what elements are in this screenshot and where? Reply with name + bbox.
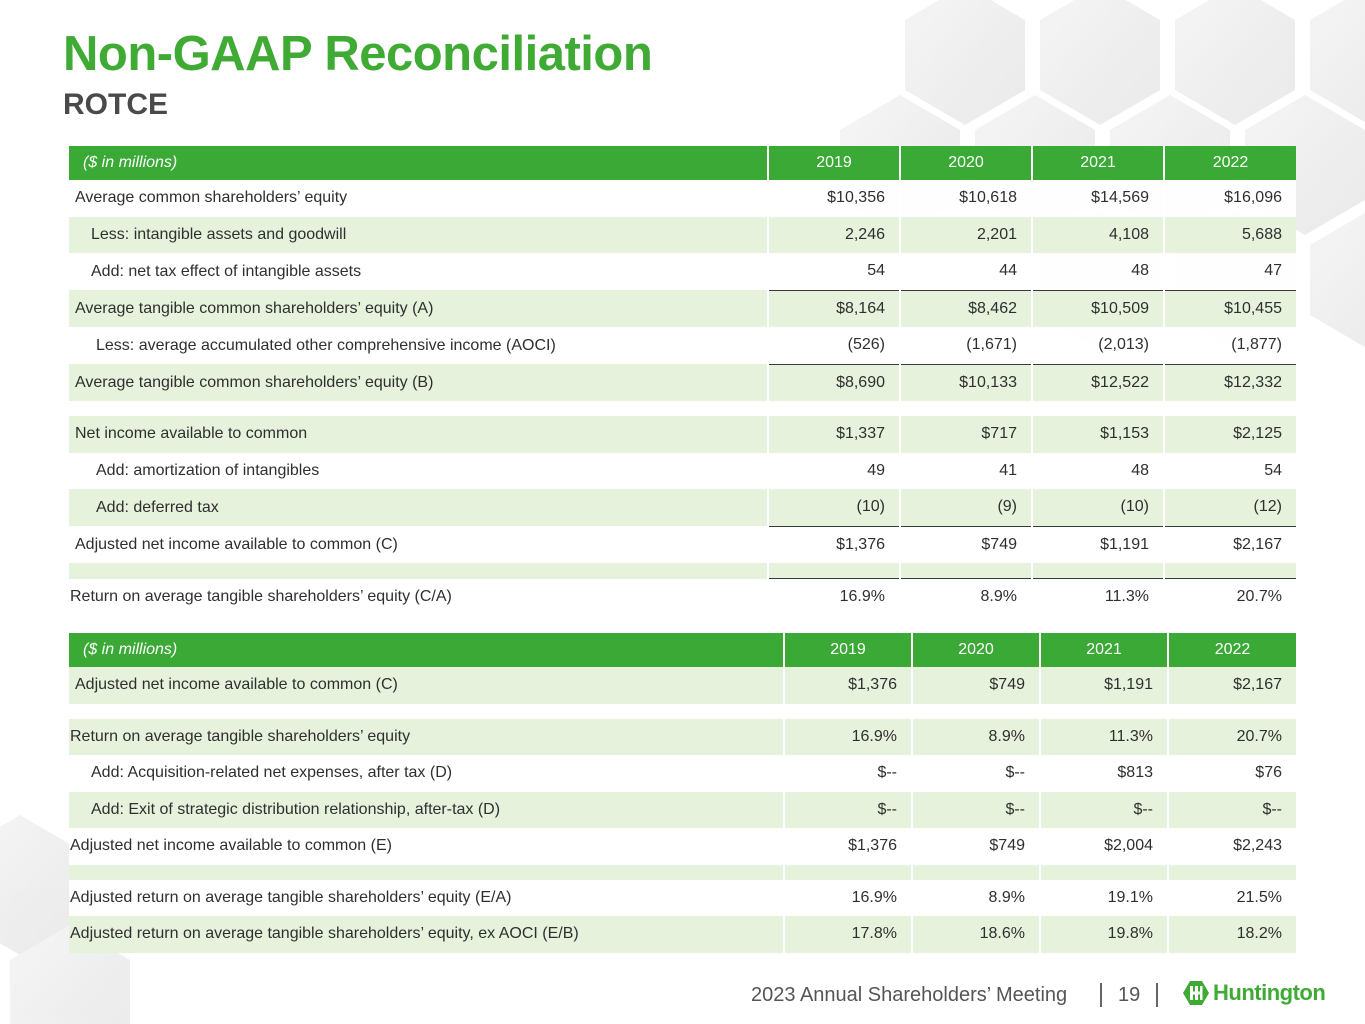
cell-value: $10,133	[900, 364, 1032, 401]
row-label: Return on average tangible shareholders’ equity	[69, 719, 784, 756]
cell-value: 47	[1164, 253, 1296, 290]
year-header: 2021	[1032, 146, 1164, 180]
cell-value: (1,671)	[900, 327, 1032, 364]
cell-value: 8.9%	[912, 880, 1040, 917]
table-row	[69, 290, 1296, 327]
table-row	[69, 792, 1296, 829]
cell-value: (9)	[900, 489, 1032, 526]
table-row	[69, 453, 1296, 490]
cell-value: $2,125	[1164, 416, 1296, 453]
row-label: Add: Exit of strategic distribution relationship, after-tax (D)	[69, 792, 784, 829]
cell-value: $1,337	[768, 416, 900, 453]
cell-value: 8.9%	[912, 719, 1040, 756]
cell-value: $8,462	[900, 290, 1032, 327]
cell-value: $--	[784, 755, 912, 792]
year-header: 2020	[912, 633, 1040, 667]
table-row	[69, 327, 1296, 364]
cell-value: 2,201	[900, 217, 1032, 254]
cell-value: 48	[1032, 253, 1164, 290]
cell-value: $1,153	[1032, 416, 1164, 453]
cell-value: 19.8%	[1040, 916, 1168, 953]
cell-value: $8,690	[768, 364, 900, 401]
row-label: Adjusted net income available to common (E)	[69, 828, 784, 865]
spacer-row	[69, 865, 1296, 880]
table-row	[69, 526, 1296, 563]
cell-value: $1,376	[768, 526, 900, 563]
cell-value: $749	[900, 526, 1032, 563]
row-label: Adjusted return on average tangible shareholders’ equity (E/A)	[69, 880, 784, 917]
cell-value: $--	[912, 792, 1040, 829]
cell-value: 21.5%	[1168, 880, 1296, 917]
spacer-row	[69, 704, 1296, 719]
footer-divider	[1156, 983, 1158, 1007]
table-row	[69, 579, 1296, 616]
cell-value: (10)	[1032, 489, 1164, 526]
spacer-row	[69, 401, 1296, 416]
table-header-row	[69, 146, 1296, 180]
cell-value: 11.3%	[1032, 579, 1164, 616]
cell-value: 54	[1164, 453, 1296, 490]
cell-value: (526)	[768, 327, 900, 364]
year-header: 2020	[900, 146, 1032, 180]
table-row	[69, 880, 1296, 917]
table-row	[69, 755, 1296, 792]
row-label: Add: amortization of intangibles	[69, 453, 768, 490]
row-label: Average common shareholders’ equity	[69, 180, 768, 217]
cell-value: 48	[1032, 453, 1164, 490]
huntington-logo	[1183, 980, 1325, 1006]
table-row	[69, 828, 1296, 865]
cell-value: $1,191	[1040, 667, 1168, 704]
cell-value: 8.9%	[900, 579, 1032, 616]
logo-wordmark: Huntington	[1213, 980, 1326, 1005]
cell-value: $--	[1168, 792, 1296, 829]
cell-value: 44	[900, 253, 1032, 290]
cell-value: $749	[912, 667, 1040, 704]
table-row	[69, 489, 1296, 526]
cell-value: $--	[784, 792, 912, 829]
cell-value: $813	[1040, 755, 1168, 792]
table-header-row	[69, 633, 1296, 667]
year-header: 2021	[1040, 633, 1168, 667]
units-label: ($ in millions)	[69, 146, 768, 180]
cell-value: 16.9%	[784, 719, 912, 756]
cell-value: 19.1%	[1040, 880, 1168, 917]
table-row	[69, 916, 1296, 953]
cell-value: 20.7%	[1168, 719, 1296, 756]
huntington-logo-icon	[1183, 981, 1209, 1005]
cell-value: 2,246	[768, 217, 900, 254]
cell-value: $10,455	[1164, 290, 1296, 327]
rotce-reconciliation-table	[69, 146, 1296, 616]
year-header: 2022	[1168, 633, 1296, 667]
cell-value: $2,167	[1168, 667, 1296, 704]
page-title: Non-GAAP Reconciliation	[63, 27, 653, 81]
row-label: Add: Acquisition-related net expenses, after tax (D)	[69, 755, 784, 792]
row-label: Adjusted net income available to common (C)	[69, 526, 768, 563]
cell-value: (1,877)	[1164, 327, 1296, 364]
units-label: ($ in millions)	[69, 633, 784, 667]
footer-meeting-title: 2023 Annual Shareholders’ Meeting	[751, 984, 1068, 1006]
cell-value: (12)	[1164, 489, 1296, 526]
cell-value: (2,013)	[1032, 327, 1164, 364]
year-header: 2022	[1164, 146, 1296, 180]
row-label: Add: deferred tax	[69, 489, 768, 526]
cell-value: 41	[900, 453, 1032, 490]
year-header: 2019	[768, 146, 900, 180]
cell-value: $749	[912, 828, 1040, 865]
cell-value: 4,108	[1032, 217, 1164, 254]
row-label: Net income available to common	[69, 416, 768, 453]
cell-value: $1,376	[784, 828, 912, 865]
cell-value: $10,509	[1032, 290, 1164, 327]
cell-value: $1,191	[1032, 526, 1164, 563]
cell-value: $12,522	[1032, 364, 1164, 401]
row-label: Adjusted net income available to common (C)	[69, 667, 784, 704]
table-row	[69, 180, 1296, 217]
cell-value: 16.9%	[768, 579, 900, 616]
cell-value: (10)	[768, 489, 900, 526]
spacer-row	[69, 563, 1296, 579]
cell-value: $16,096	[1164, 180, 1296, 217]
table-row	[69, 667, 1296, 704]
cell-value: 5,688	[1164, 217, 1296, 254]
table-row	[69, 416, 1296, 453]
cell-value: $14,569	[1032, 180, 1164, 217]
cell-value: $--	[1040, 792, 1168, 829]
cell-value: $--	[912, 755, 1040, 792]
cell-value: $717	[900, 416, 1032, 453]
row-label: Less: average accumulated other comprehensive income (AOCI)	[69, 327, 768, 364]
cell-value: $76	[1168, 755, 1296, 792]
row-label: Return on average tangible shareholders’ equity (C/A)	[69, 579, 768, 616]
cell-value: $2,243	[1168, 828, 1296, 865]
year-header: 2019	[784, 633, 912, 667]
cell-value: 18.6%	[912, 916, 1040, 953]
cell-value: 16.9%	[784, 880, 912, 917]
table-row	[69, 217, 1296, 254]
cell-value: 18.2%	[1168, 916, 1296, 953]
cell-value: $2,004	[1040, 828, 1168, 865]
row-label: Average tangible common shareholders’ equity (A)	[69, 290, 768, 327]
cell-value: 17.8%	[784, 916, 912, 953]
row-label: Average tangible common shareholders’ equity (B)	[69, 364, 768, 401]
cell-value: $2,167	[1164, 526, 1296, 563]
row-label: Add: net tax effect of intangible assets	[69, 253, 768, 290]
adjusted-rotce-table	[69, 633, 1296, 953]
table-row	[69, 364, 1296, 401]
cell-value: $10,356	[768, 180, 900, 217]
row-label: Adjusted return on average tangible shareholders’ equity, ex AOCI (E/B)	[69, 916, 784, 953]
table-row	[69, 253, 1296, 290]
cell-value: $8,164	[768, 290, 900, 327]
cell-value: 20.7%	[1164, 579, 1296, 616]
cell-value: 49	[768, 453, 900, 490]
table-row	[69, 719, 1296, 756]
cell-value: $12,332	[1164, 364, 1296, 401]
row-label: Less: intangible assets and goodwill	[69, 217, 768, 254]
footer-divider	[1100, 983, 1102, 1007]
page-number: 19	[1118, 984, 1141, 1006]
cell-value: 11.3%	[1040, 719, 1168, 756]
cell-value: $1,376	[784, 667, 912, 704]
page-subtitle: ROTCE	[63, 88, 168, 121]
cell-value: $10,618	[900, 180, 1032, 217]
cell-value: 54	[768, 253, 900, 290]
